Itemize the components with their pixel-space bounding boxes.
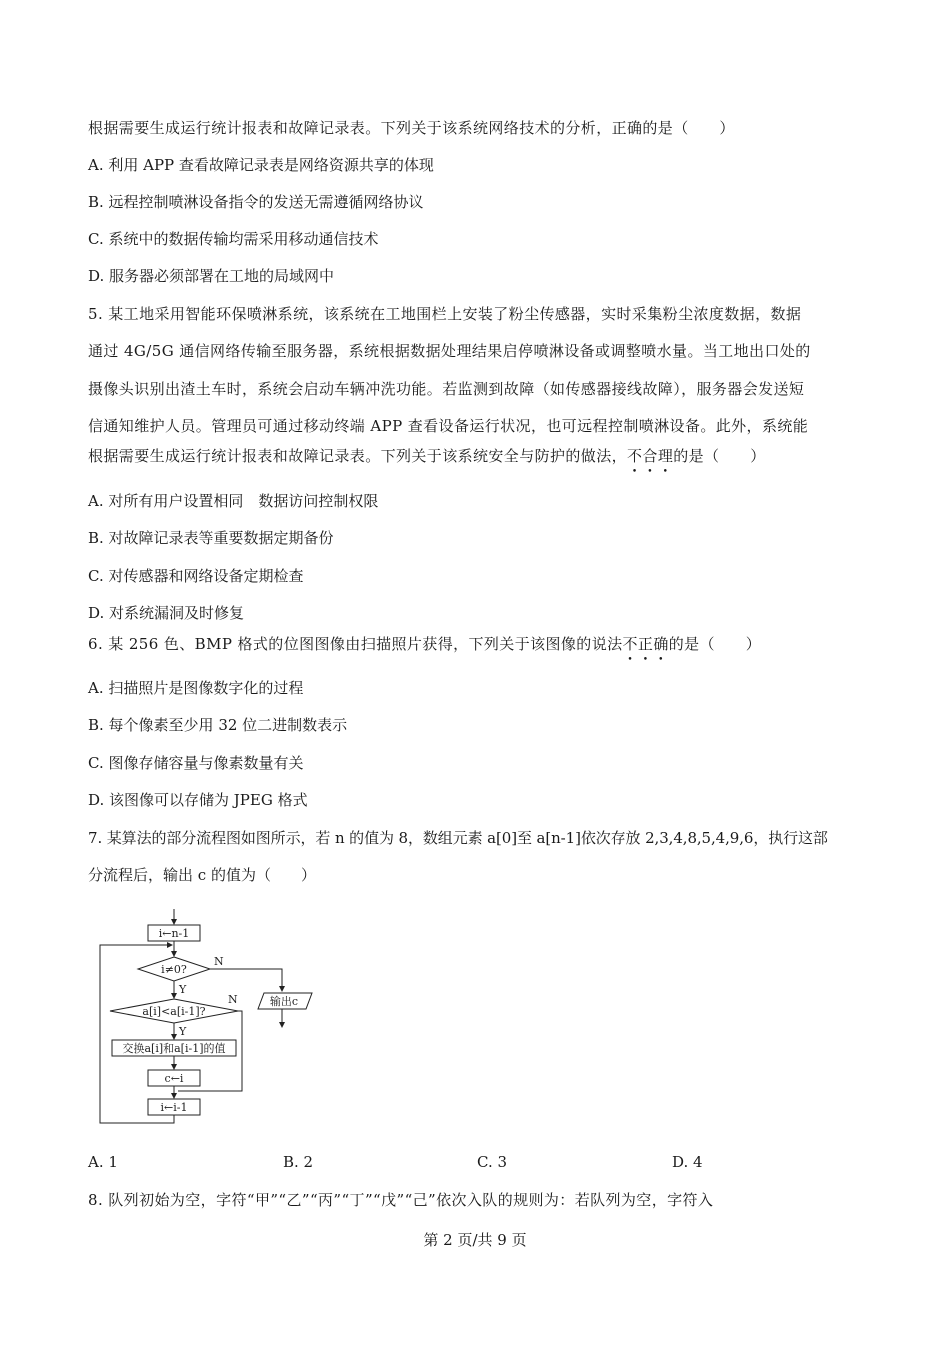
q5-option-c[interactable]: C. 对传感器和网络设备定期检查 xyxy=(88,567,304,585)
q6-stem-prefix: 6. 某 256 色、BMP 格式的位图图像由扫描照片获得，下列关于该图像的说法 xyxy=(88,635,623,653)
emphasis-char: 不 xyxy=(627,447,643,465)
q5-stem-line-4: 信通知维护人员。管理员可通过移动终端 APP 查看设备运行状况，也可远程控制喷淋设备。此外，系统能 xyxy=(88,417,809,435)
q7-option-a[interactable]: A. 1 xyxy=(88,1153,118,1171)
q8-stem-line-1: 8. 队列初始为空，字符“甲”“乙”“丙”“丁”“戊”“己”依次入队的规则为：若队列为空，字符入 xyxy=(88,1191,714,1209)
q7-option-c[interactable]: C. 3 xyxy=(477,1153,508,1171)
q6-option-a[interactable]: A. 扫描照片是图像数字化的过程 xyxy=(88,679,304,697)
flow-no-label-2: N xyxy=(228,993,238,1006)
flow-yes-label-1: Y xyxy=(179,983,187,996)
q5-stem-line-2: 通过 4G/5G 通信网络传输至服务器，系统根据数据处理结果启停喷淋设备或调整喷水量。当工地出口处的 xyxy=(88,342,811,360)
q5-stem-line-5 xyxy=(88,446,766,466)
q4-stem-tail: 根据需要生成运行统计报表和故障记录表。下列关于该系统网络技术的分析，正确的是（ ） xyxy=(88,119,735,137)
emphasis-char: 合 xyxy=(642,447,658,465)
q5-stem-prefix: 根据需要生成运行统计报表和故障记录表。下列关于该系统安全与防护的做法， xyxy=(88,447,628,465)
flow-yes-label-2: Y xyxy=(179,1025,187,1038)
q5-stem-suffix: 的是（ ） xyxy=(673,447,766,465)
q7-stem-line-2: 分流程后，输出 c 的值为（ ） xyxy=(88,866,316,884)
flow-swap-text: 交换a[i]和a[i-1]的值 xyxy=(122,1042,226,1055)
q6-stem-suffix: 的是（ ） xyxy=(668,635,762,653)
q5-stem-line-3: 摄像头识别出渣土车时，系统会启动车辆冲洗功能。若监测到故障（如传感器接线故障），服务器会发送短 xyxy=(88,380,805,398)
flow-decrement-text: i←i-1 xyxy=(160,1101,188,1114)
q7-option-d[interactable]: D. 4 xyxy=(672,1153,703,1171)
flow-no-label-1: N xyxy=(214,955,224,968)
page-number: 第 2 页/共 9 页 xyxy=(423,1231,527,1249)
flow-assign-c-text: c←i xyxy=(164,1072,184,1085)
q5-stem-line-1: 5. 某工地采用智能环保喷淋系统，该系统在工地围栏上安装了粉尘传感器，实时采集粉尘浓度数据，数据 xyxy=(88,305,802,323)
q4-option-a[interactable]: A. 利用 APP 查看故障记录表是网络资源共享的体现 xyxy=(88,156,434,174)
q5-option-a[interactable]: A. 对所有用户设置相同 数据访问控制权限 xyxy=(88,492,379,510)
q6-option-b[interactable]: B. 每个像素至少用 32 位二进制数表示 xyxy=(88,716,348,734)
q4-option-d[interactable]: D. 服务器必须部署在工地的局域网中 xyxy=(88,267,335,285)
emphasis-char: 不 xyxy=(622,635,638,653)
q5-option-d[interactable]: D. 对系统漏洞及时修复 xyxy=(88,604,245,622)
q6-stem xyxy=(88,634,761,654)
q5-option-b[interactable]: B. 对故障记录表等重要数据定期备份 xyxy=(88,529,334,547)
emphasis-char: 正 xyxy=(637,635,654,653)
q6-option-d[interactable]: D. 该图像可以存储为 JPEG 格式 xyxy=(88,791,308,809)
q7-option-b[interactable]: B. 2 xyxy=(283,1153,314,1171)
q6-option-c[interactable]: C. 图像存储容量与像素数量有关 xyxy=(88,754,304,772)
flow-init-text: i←n-1 xyxy=(158,927,190,940)
flow-cond1-text: i≠0? xyxy=(161,963,187,976)
emphasis-char: 理 xyxy=(657,447,674,465)
flowchart xyxy=(90,905,350,1135)
flow-output-text: 输出c xyxy=(269,995,299,1008)
emphasis-char: 确 xyxy=(653,635,669,653)
flow-cond2-text: a[i]<a[i-1]? xyxy=(142,1005,206,1018)
q4-option-b[interactable]: B. 远程控制喷淋设备指令的发送无需遵循网络协议 xyxy=(88,193,424,211)
q4-option-c[interactable]: C. 系统中的数据传输均需采用移动通信技术 xyxy=(88,230,379,248)
q7-stem-line-1: 7. 某算法的部分流程图如图所示，若 n 的值为 8，数组元素 a[0]至 a[n-1]依次存放 2,3,4,8,5,4,9,6，执行这部 xyxy=(88,829,828,847)
